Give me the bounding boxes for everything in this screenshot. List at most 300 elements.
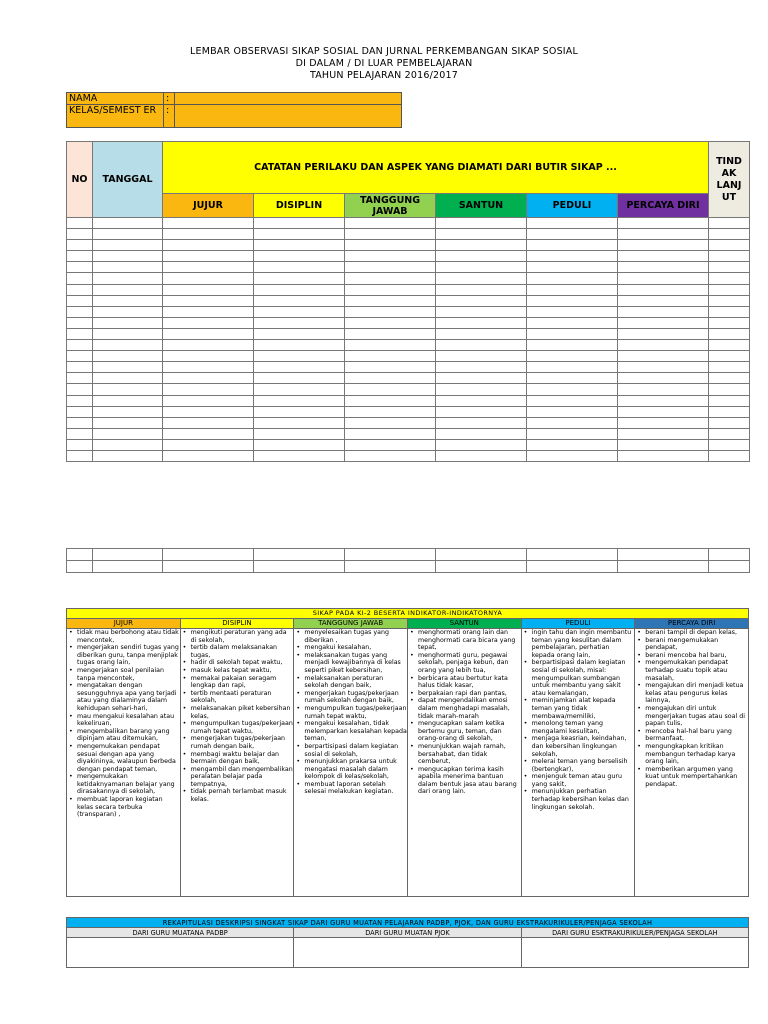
table-cell[interactable] [527,549,618,561]
table-cell[interactable] [436,328,527,339]
table-cell[interactable] [345,240,436,251]
table-cell[interactable] [67,561,93,573]
indicator-item: • mengerjakan soal penilaian tanpa mencontek, [77,667,180,682]
table-cell[interactable] [436,284,527,295]
table-cell[interactable] [345,417,436,428]
table-cell[interactable] [163,317,254,328]
table-cell[interactable] [618,340,709,351]
indicator-item: • mengerjakan tugas/pekerjaan rumah sekolah dengan baik, [304,690,407,705]
table-cell[interactable] [345,306,436,317]
aspect-peduli: PEDULI [527,194,618,218]
indicator-item: • memakai pakaian seragam lengkap dan rapi, [191,675,294,690]
table-cell[interactable] [345,428,436,439]
table-cell[interactable] [709,251,750,262]
table-cell[interactable] [67,450,93,461]
indicator-item: • membuat laporan setelah selesai melakukan kegiatan. [304,781,407,796]
table-cell[interactable] [527,229,618,240]
indicator-item: • menjenguk teman atau guru yang sakit, [532,773,635,788]
indicator-item: • mencoba hal-hal baru yang bermanfaat, [645,728,748,743]
indicator-list [522,629,635,811]
table-cell[interactable] [618,251,709,262]
table-cell[interactable] [345,395,436,406]
table-cell[interactable] [618,284,709,295]
table-cell[interactable] [527,251,618,262]
table-cell[interactable] [163,306,254,317]
indicator-item: • mengembalikan barang yang dipinjam atau ditemukan, [77,728,180,743]
indicator-item: • menunjukkan wajah ramah, bersahabat, dan tidak cemberut, [418,743,521,766]
table-cell[interactable] [93,362,163,373]
table-cell[interactable] [709,450,750,461]
table-row [67,273,750,284]
indicator-item: • membagi waktu belajar dan bermain dengan baik, [191,751,294,766]
table-cell[interactable] [436,262,527,273]
table-cell[interactable] [254,328,345,339]
table-cell[interactable] [345,317,436,328]
table-cell[interactable] [67,428,93,439]
table-cell[interactable] [163,406,254,417]
table-row [67,317,750,328]
table-cell[interactable] [527,340,618,351]
table-cell[interactable] [436,450,527,461]
table-cell[interactable] [345,406,436,417]
rekapitulasi-table [66,917,749,968]
table-cell[interactable] [67,317,93,328]
table-cell[interactable] [436,384,527,395]
table-cell[interactable] [254,561,345,573]
ki-indicator-cell [180,629,294,897]
table-cell[interactable] [436,428,527,439]
table-cell[interactable] [163,240,254,251]
table-cell[interactable] [67,549,93,561]
table-cell[interactable] [67,295,93,306]
table-cell[interactable] [254,317,345,328]
nama-value[interactable] [175,93,402,105]
doc-title-line2: DI DALAM / DI LUAR PEMBELAJARAN [295,58,473,69]
table-cell[interactable] [93,240,163,251]
table-cell[interactable] [93,229,163,240]
table-cell[interactable] [163,328,254,339]
table-cell[interactable] [67,218,93,229]
table-cell[interactable] [67,240,93,251]
table-row [67,218,750,229]
table-cell[interactable] [93,561,163,573]
table-cell[interactable] [527,328,618,339]
table-cell[interactable] [163,417,254,428]
table-cell[interactable] [709,273,750,284]
table-cell[interactable] [67,273,93,284]
table-cell[interactable] [618,373,709,384]
indicator-item: • mengemukakan pendapat sesuai dengan apa yang diyakininya, walaupun berbeda dengan pendapat teman, [77,743,180,773]
indicator-item: • berpartisipasi dalam kegiatan sosial di sekolah, misal: mengumpulkan sumbangan untuk membantu yang sakit atau kemalangan, [532,659,635,697]
table-cell[interactable] [709,340,750,351]
rekap-cell-ekskul[interactable] [521,938,748,968]
table-cell[interactable] [527,306,618,317]
table-cell[interactable] [527,417,618,428]
table-cell[interactable] [93,417,163,428]
table-cell[interactable] [709,295,750,306]
indicator-item: • menjaga keasrian, keindahan, dan kebersihan lingkungan sekolah, [532,735,635,758]
table-cell[interactable] [618,351,709,362]
table-cell[interactable] [254,284,345,295]
table-cell[interactable] [93,218,163,229]
table-row [67,406,750,417]
table-cell[interactable] [527,406,618,417]
table-cell[interactable] [527,218,618,229]
table-cell[interactable] [436,218,527,229]
table-cell[interactable] [163,295,254,306]
table-row [67,284,750,295]
table-cell[interactable] [618,428,709,439]
table-row [67,428,750,439]
table-cell[interactable] [527,395,618,406]
table-cell[interactable] [436,229,527,240]
indicator-item: • ingin tahu dan ingin membantu teman yang kesulitan dalam pembelajaran, perhatian kepada orang lain, [532,629,635,659]
indicator-item: • tidak mau berbohong atau tidak mencontek, [77,629,180,644]
table-cell[interactable] [93,549,163,561]
table-cell[interactable] [345,229,436,240]
table-cell[interactable] [436,317,527,328]
indicator-item: • berani mengemukakan pendapat, [645,637,748,652]
table-cell[interactable] [436,251,527,262]
table-cell[interactable] [67,406,93,417]
table-cell[interactable] [93,295,163,306]
rekap-col-ekskul: DARI GURU ESKTRAKURIKULER/PENJAGA SEKOLAH [521,928,748,938]
table-cell[interactable] [163,340,254,351]
nama-label: NAMA [67,93,164,105]
rekap-col-padbp: DARI GURU MUATANA PADBP [67,928,294,938]
table-cell[interactable] [67,262,93,273]
table-cell[interactable] [527,240,618,251]
table-cell[interactable] [93,439,163,450]
ki2-title: SIKAP PADA KI-2 BESERTA INDIKATOR-INDIKATORNYA [67,609,749,619]
table-row [67,395,750,406]
table-cell[interactable] [163,218,254,229]
table-cell[interactable] [163,351,254,362]
table-cell[interactable] [618,395,709,406]
table-cell[interactable] [436,351,527,362]
table-cell[interactable] [67,395,93,406]
table-cell[interactable] [254,428,345,439]
table-row [67,328,750,339]
table-cell[interactable] [254,229,345,240]
table-cell[interactable] [254,549,345,561]
table-cell[interactable] [618,439,709,450]
table-cell[interactable] [93,284,163,295]
header-no: NO [67,142,93,218]
indicator-item: • mengajukan diri untuk mengerjakan tugas atau soal di papan tulis, [645,705,748,728]
table-cell[interactable] [163,561,254,573]
table-cell[interactable] [618,561,709,573]
table-cell[interactable] [436,439,527,450]
indicator-item: • menghormati guru, pegawai sekolah, penjaga kebun, dan orang yang lebih tua, [418,652,521,675]
table-cell[interactable] [618,240,709,251]
table-cell[interactable] [527,373,618,384]
table-cell[interactable] [618,362,709,373]
indicator-item: • melaksanakan piket kebersihan kelas, [191,705,294,720]
rekap-cell-padbp[interactable] [67,938,294,968]
table-cell[interactable] [163,549,254,561]
table-cell[interactable] [93,373,163,384]
table-cell[interactable] [436,395,527,406]
table-cell[interactable] [345,251,436,262]
indicator-item: • dapat mengendalikan emosi dalam menghadapi masalah, tidak marah-marah [418,697,521,720]
table-cell[interactable] [345,362,436,373]
ki-indicator-cell [67,629,181,897]
table-cell[interactable] [254,439,345,450]
table-cell[interactable] [163,229,254,240]
indicator-item: • mengajukan diri menjadi ketua kelas atau pengurus kelas lainnya, [645,682,748,705]
ki-indicator-cell [294,629,408,897]
table-cell[interactable] [527,273,618,284]
table-cell[interactable] [254,362,345,373]
table-cell[interactable] [254,273,345,284]
table-cell[interactable] [345,218,436,229]
table-cell[interactable] [436,406,527,417]
table-cell[interactable] [527,284,618,295]
table-cell[interactable] [93,317,163,328]
table-cell[interactable] [527,295,618,306]
table-cell[interactable] [345,295,436,306]
table-cell[interactable] [93,251,163,262]
table-row [67,561,750,573]
table-cell[interactable] [709,384,750,395]
table-cell[interactable] [345,328,436,339]
table-cell[interactable] [254,295,345,306]
ki-header-disiplin: DISIPLIN [180,619,294,629]
table-cell[interactable] [709,262,750,273]
table-cell[interactable] [436,373,527,384]
table-cell[interactable] [93,262,163,273]
table-cell[interactable] [345,262,436,273]
table-cell[interactable] [709,284,750,295]
indicator-item: • berani tampil di depan kelas, [645,629,748,637]
table-cell[interactable] [527,362,618,373]
table-cell[interactable] [254,384,345,395]
table-cell[interactable] [709,362,750,373]
table-cell[interactable] [527,428,618,439]
table-cell[interactable] [345,273,436,284]
table-cell[interactable] [254,373,345,384]
table-cell[interactable] [618,549,709,561]
table-cell[interactable] [345,284,436,295]
table-cell[interactable] [254,450,345,461]
table-cell[interactable] [254,395,345,406]
table-cell[interactable] [618,417,709,428]
table-row [67,450,750,461]
table-cell[interactable] [709,395,750,406]
table-cell[interactable] [527,384,618,395]
table-cell[interactable] [67,362,93,373]
indicator-item: • meminjamkan alat kepada teman yang tidak membawa/memiliki, [532,697,635,720]
table-cell[interactable] [163,439,254,450]
table-cell[interactable] [709,218,750,229]
table-cell[interactable] [93,340,163,351]
table-cell[interactable] [436,417,527,428]
table-cell[interactable] [93,328,163,339]
table-row [67,549,750,561]
table-cell[interactable] [93,428,163,439]
table-cell[interactable] [527,439,618,450]
table-cell[interactable] [618,273,709,284]
table-cell[interactable] [527,262,618,273]
indicator-item: • menyelesaikan tugas yang diberikan , [304,629,407,644]
table-cell[interactable] [527,561,618,573]
table-cell[interactable] [163,273,254,284]
table-cell[interactable] [709,417,750,428]
table-cell[interactable] [67,340,93,351]
indicator-item: • mengakui kesalahan, tidak melemparkan kesalahan kepada teman, [304,720,407,743]
table-cell[interactable] [436,240,527,251]
table-cell[interactable] [67,328,93,339]
table-row [67,262,750,273]
header-tanggal: TANGGAL [93,142,163,218]
table-row [67,240,750,251]
kelas-label: KELAS/SEMEST ER [67,105,164,128]
table-cell[interactable] [618,384,709,395]
table-cell[interactable] [67,417,93,428]
table-cell[interactable] [709,240,750,251]
table-cell[interactable] [163,395,254,406]
rekap-cell-pjok[interactable] [294,938,521,968]
table-cell[interactable] [527,317,618,328]
table-cell[interactable] [618,262,709,273]
table-cell[interactable] [93,450,163,461]
table-cell[interactable] [618,450,709,461]
table-cell[interactable] [436,306,527,317]
ki-indicator-cell [635,629,749,897]
kelas-value[interactable] [175,105,402,128]
table-cell[interactable] [345,340,436,351]
table-row [67,306,750,317]
table-cell[interactable] [254,240,345,251]
header-catatan: CATATAN PERILAKU DAN ASPEK YANG DIAMATI DARI BUTIR SIKAP ... [163,142,709,194]
table-cell[interactable] [709,317,750,328]
table-cell[interactable] [163,373,254,384]
table-cell[interactable] [254,306,345,317]
indicator-item: • membuat laporan kegiatan kelas secara terbuka (transparan) , [77,796,180,819]
table-cell[interactable] [163,450,254,461]
table-cell[interactable] [67,284,93,295]
table-cell[interactable] [93,406,163,417]
indicator-item: • hadir di sekolah tepat waktu, [191,659,294,667]
table-cell[interactable] [93,384,163,395]
table-row [67,384,750,395]
table-cell[interactable] [254,417,345,428]
table-cell[interactable] [436,273,527,284]
table-cell[interactable] [345,384,436,395]
ki-header-percaya-diri: PERCAYA DIRI [635,619,749,629]
table-cell[interactable] [618,295,709,306]
table-cell[interactable] [527,450,618,461]
indicator-item: • mengemukakan ketidaknyamanan belajar yang dirasakannya di sekolah, [77,773,180,796]
indicator-item: • menolong teman yang mengalami kesulitan, [532,720,635,735]
table-cell[interactable] [254,351,345,362]
table-cell[interactable] [709,351,750,362]
indicator-item: • tertib dalam melaksanakan tugas, [191,644,294,659]
table-cell[interactable] [436,295,527,306]
table-cell[interactable] [254,340,345,351]
table-cell[interactable] [436,549,527,561]
indicator-item: • mengerjakan tugas/pekerjaan rumah dengan baik, [191,735,294,750]
table-row [67,229,750,240]
table-row [67,417,750,428]
table-cell[interactable] [163,362,254,373]
table-cell[interactable] [67,439,93,450]
table-cell[interactable] [345,561,436,573]
table-cell[interactable] [527,351,618,362]
table-cell[interactable] [67,351,93,362]
table-cell[interactable] [345,351,436,362]
table-cell[interactable] [93,306,163,317]
table-cell[interactable] [345,439,436,450]
table-cell[interactable] [67,251,93,262]
table-cell[interactable] [163,428,254,439]
table-cell[interactable] [93,395,163,406]
table-cell[interactable] [163,262,254,273]
table-cell[interactable] [618,229,709,240]
table-cell[interactable] [709,306,750,317]
table-cell[interactable] [345,450,436,461]
table-cell[interactable] [254,406,345,417]
table-cell[interactable] [436,340,527,351]
indicator-item: • mengemukakan pendapat terhadap suatu topik atau masalah, [645,659,748,682]
table-cell[interactable] [436,362,527,373]
indicator-list [635,629,748,788]
kelas-colon: : [164,105,175,128]
indicator-item: • tertib mentaati peraturan sekolah, [191,690,294,705]
table-cell[interactable] [709,328,750,339]
table-cell[interactable] [709,439,750,450]
table-cell[interactable] [345,373,436,384]
ki-header-peduli: PEDULI [521,619,635,629]
table-cell[interactable] [67,306,93,317]
table-cell[interactable] [163,284,254,295]
table-cell[interactable] [254,251,345,262]
indicator-item: • berbicara atau bertutur kata halus tidak kasar, [418,675,521,690]
table-cell[interactable] [618,406,709,417]
table-cell[interactable] [618,317,709,328]
observation-table [66,141,750,462]
ki2-indicator-table [66,608,749,897]
table-cell[interactable] [345,549,436,561]
indicator-item: • masuk kelas tepat waktu, [191,667,294,675]
table-cell[interactable] [67,229,93,240]
doc-title-line1: LEMBAR OBSERVASI SIKAP SOSIAL DAN JURNAL PERKEMBANGAN SIKAP SOSIAL [190,46,578,57]
table-cell[interactable] [618,306,709,317]
table-cell[interactable] [709,229,750,240]
table-cell[interactable] [618,218,709,229]
table-cell[interactable] [709,373,750,384]
table-cell[interactable] [254,218,345,229]
table-cell[interactable] [709,406,750,417]
table-cell[interactable] [709,428,750,439]
table-cell[interactable] [436,561,527,573]
table-cell[interactable] [618,328,709,339]
table-cell[interactable] [709,561,750,573]
table-cell[interactable] [254,262,345,273]
table-cell[interactable] [709,549,750,561]
table-cell[interactable] [67,373,93,384]
indicator-item: • mau mengakui kesalahan atau kekeliruan, [77,713,180,728]
table-cell[interactable] [163,251,254,262]
indicator-item: • berpakaian rapi dan pantas, [418,690,521,698]
table-cell[interactable] [93,351,163,362]
table-row [67,340,750,351]
indicator-item: • mengerjakan sendiri tugas yang diberikan guru, tanpa menjiplak tugas orang lain, [77,644,180,667]
table-cell[interactable] [163,384,254,395]
table-cell[interactable] [67,384,93,395]
table-cell[interactable] [93,273,163,284]
